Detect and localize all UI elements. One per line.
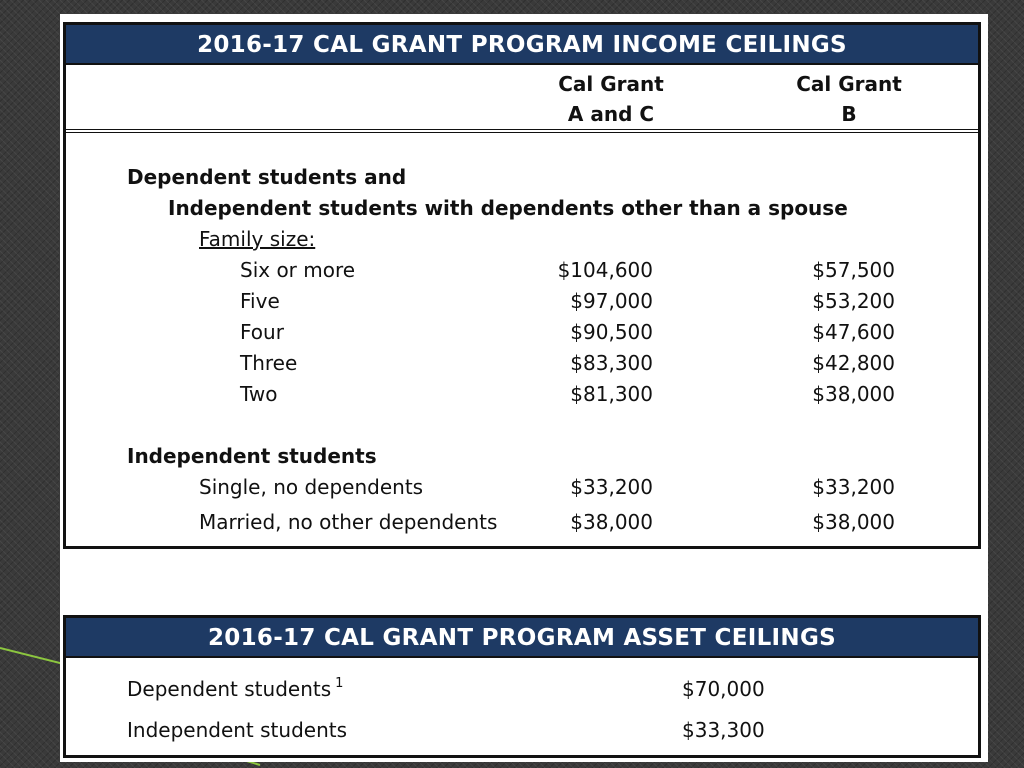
income-table-header (66, 65, 978, 133)
asset-table-title: 2016-17 CAL GRANT PROGRAM ASSET CEILINGS (66, 618, 978, 658)
income-table-title: 2016-17 CAL GRANT PROGRAM INCOME CEILINGS (66, 25, 978, 65)
section-heading-dependent: Dependent students and (127, 165, 407, 189)
slide (60, 14, 988, 762)
column-header-cal-grant-a-and-c: Cal Grant A and C (558, 72, 664, 126)
asset-row-label: Independent students (127, 718, 347, 742)
column-header-cal-grant-b: Cal Grant B (796, 72, 902, 126)
section-heading-independent: Independent students (127, 444, 377, 468)
family-size-label: Family size: (199, 227, 316, 251)
table-row: Five $97,000 $53,200 (240, 289, 895, 313)
asset-row-value: $33,300 (682, 718, 765, 742)
table-row: Married, no other dependents $38,000 $38,000 (199, 510, 895, 534)
asset-ceilings-table (63, 615, 981, 758)
table-row: Four $90,500 $47,600 (240, 320, 895, 344)
asset-row-value: $70,000 (682, 677, 765, 701)
section-subheading-independent-with-dependents: Independent students with dependents other than a spouse (168, 196, 848, 220)
income-ceilings-table (63, 22, 981, 549)
table-row: Three $83,300 $42,800 (240, 351, 895, 375)
table-row: Single, no dependents $33,200 $33,200 (199, 475, 895, 499)
table-row (66, 715, 978, 745)
footnote-marker: 1 (335, 676, 344, 691)
table-row: Two $81,300 $38,000 (240, 382, 895, 406)
table-row (66, 674, 978, 704)
table-row: Six or more $104,600 $57,500 (240, 258, 895, 282)
asset-row-label: Dependent students (127, 677, 332, 701)
